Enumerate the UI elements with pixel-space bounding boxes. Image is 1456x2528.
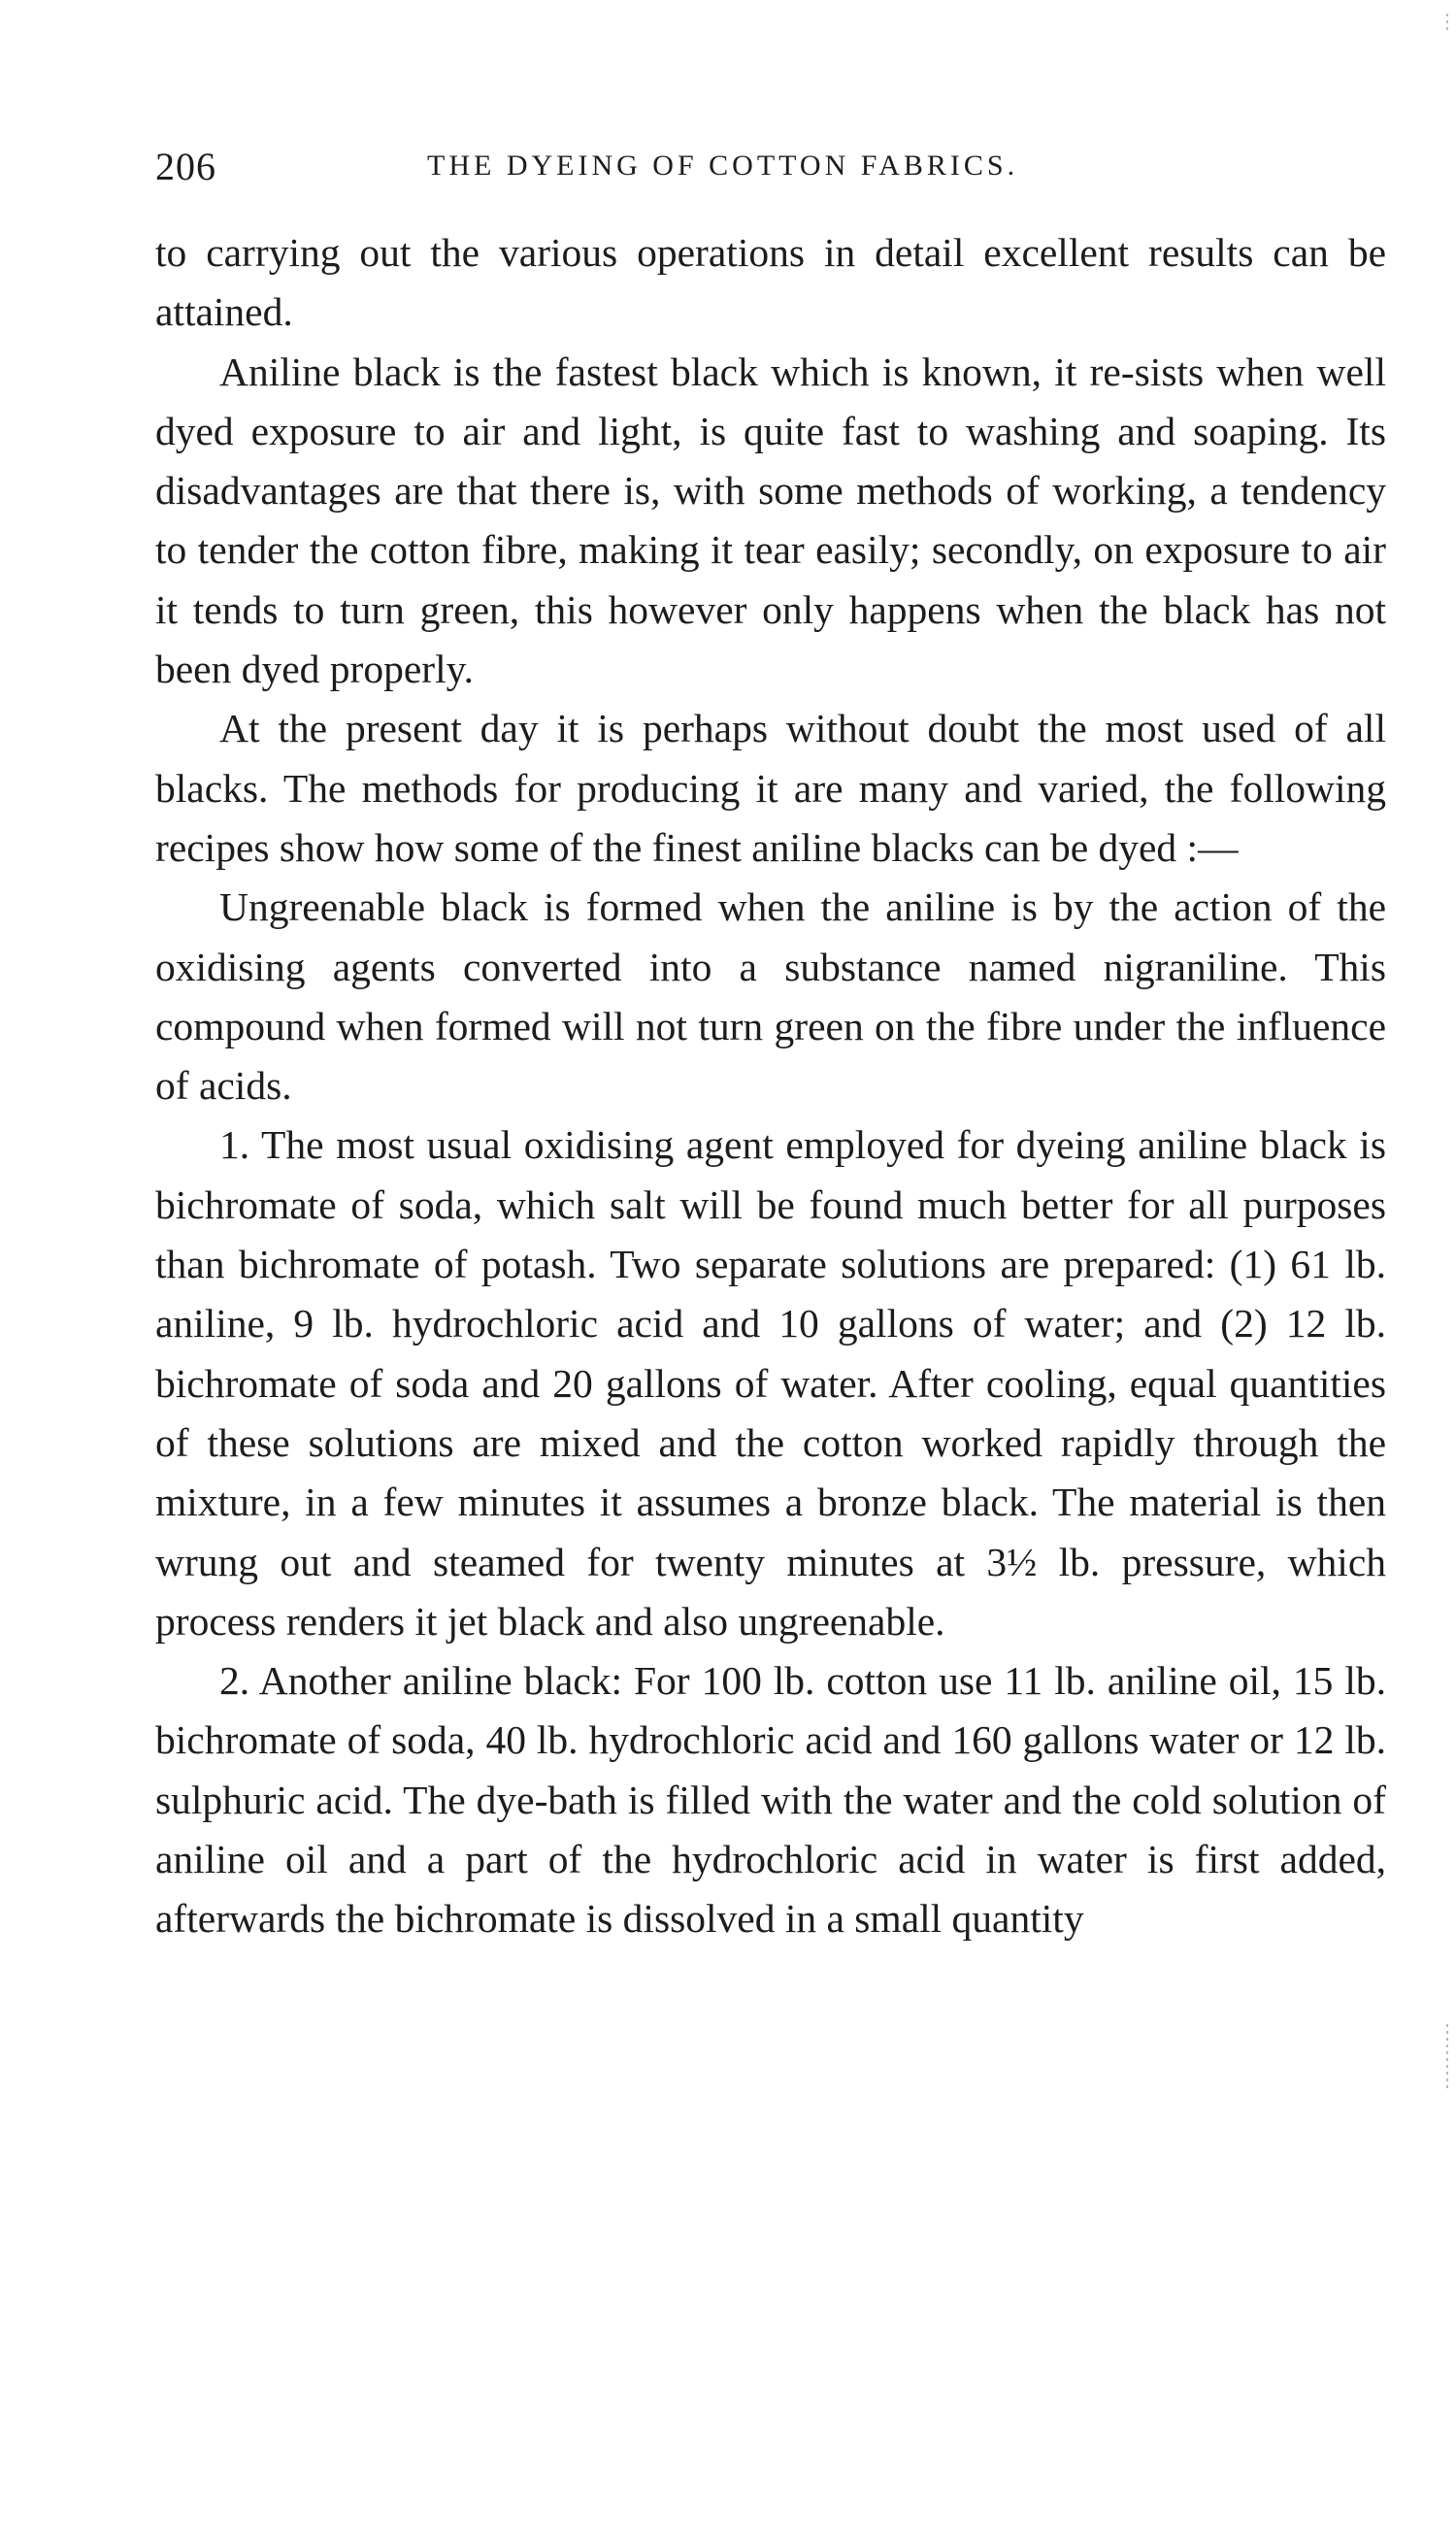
paragraph-present-day-usage: At the present day it is perhaps without doubt the most used of all blacks. The methods for producing it are many and varied, the following recipes show how some of the finest aniline blacks can be dyed :— bbox=[155, 706, 1386, 870]
running-title: THE DYEING OF COTTON FABRICS. bbox=[427, 150, 1019, 182]
paragraph-continuation: to carrying out the various operations in detail excellent results can be attained. bbox=[155, 230, 1386, 335]
paragraph-ungreenable-black: Ungreenable black is formed when the aniline is by the action of the oxidising agents converted into a substance named nigraniline. This compound when formed will not turn green on the fibre under the influence of acids. bbox=[155, 884, 1386, 1109]
paragraph-recipe-1: 1. The most usual oxidising agent employed for dyeing aniline black is bichromate of soda, which salt will be found much better for all purposes than bichromate of potash. Two separate solutions are prepared: (1) 61 lb. aniline, 9 lb. hydrochloric acid and 10 gallons of water; and (2) 12 lb. bichromate of soda and 20 gallons of water. After cooling, equal quantities of these solutions are mixed and the cotton worked rapidly through the mixture, in a few minutes it assumes a bronze black. The material is then wrung out and steamed for twenty minutes at 3½ lb. pressure, which process renders it jet black and also ungreenable. bbox=[155, 1122, 1386, 1644]
page-number: 206 bbox=[155, 145, 216, 188]
paragraph-aniline-black-fastness: Aniline black is the fastest black which is known, it re-sists when well dyed exposure to air and light, is quite fast to washing and soaping. Its disadvantages are that there is, with some methods of working, a tendency to tender the cotton fibre, making it tear easily; secondly, on exposure to air it tends to turn green, this however only happens when the black has not been dyed properly. bbox=[155, 349, 1386, 692]
paragraph-recipe-2: 2. Another aniline black: For 100 lb. cotton use 11 lb. aniline oil, 15 lb. bichromate of soda, 40 lb. hydrochloric acid and 160 gallons water or 12 lb. sulphuric acid. The dye-bath is filled with the water and the cold solution of aniline oil and a part of the hydrochloric acid in water is first added, afterwards the bichromate is dissolved in a small quantity bbox=[155, 1658, 1386, 1942]
body-text bbox=[155, 223, 1386, 1949]
page-header bbox=[155, 144, 1386, 192]
scan-mark-side bbox=[1446, 2024, 1448, 2092]
scan-mark-top bbox=[1446, 14, 1448, 31]
